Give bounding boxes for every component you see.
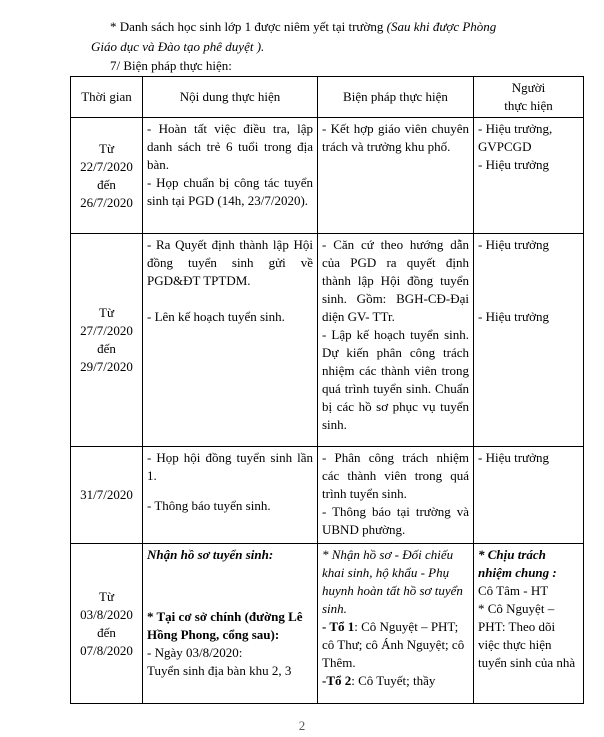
person-item: - Hiệu trưởng: [478, 157, 549, 172]
row3-time: [71, 447, 143, 544]
header-measure: Biện pháp thực hiện: [318, 77, 474, 118]
measure-item: - Thông báo tại trường và UBND phường.: [322, 504, 469, 537]
row3-measure: [318, 447, 474, 544]
content-item: - Họp hội đồng tuyển sinh lần 1.: [147, 450, 313, 483]
team-1-text: : Cô Nguyệt – PHT; cô Thư; cô Ánh Nguyệt; cô Thêm.: [322, 619, 465, 670]
time-line: đến: [97, 624, 116, 640]
table-row: [71, 234, 584, 447]
row4-measure: [318, 544, 474, 704]
row1-person: [474, 118, 584, 234]
schedule-table: [70, 76, 584, 704]
header-time: Thời gian: [71, 77, 143, 118]
measure-team-1: [322, 618, 469, 672]
content-area: Tuyển sinh địa bàn khu 2, 3: [147, 663, 292, 678]
row2-content: [143, 234, 318, 447]
row4-content: [143, 544, 318, 704]
row2-person: [474, 234, 584, 447]
content-item: - Ra Quyết định thành lập Hội đồng tuyển sinh gửi về PGD&ĐT TPTDM.: [147, 237, 313, 288]
spacer: [147, 564, 313, 608]
time-line: đến: [97, 341, 116, 356]
table-row: [71, 118, 584, 234]
time-line: đến: [97, 176, 116, 192]
content-day: - Ngày 03/8/2020:: [147, 645, 243, 660]
time-line: Từ: [99, 140, 114, 156]
row3-content: [143, 447, 318, 544]
table-row: [71, 544, 584, 704]
spacer: [147, 290, 313, 308]
time-line: 03/8/2020: [80, 606, 133, 622]
row1-measure: [318, 118, 474, 234]
team-2-text: : Cô Tuyết; thầy: [351, 673, 436, 688]
spacer: [147, 485, 313, 497]
time-line: 27/7/2020: [80, 323, 133, 338]
row4-time: [71, 544, 143, 704]
measure-intro: * Nhận hồ sơ - Đối chiếu khai sinh, hộ khẩu - Phụ huynh hoàn tất hồ sơ tuyển sinh.: [322, 547, 463, 616]
measure-team-2: [322, 672, 469, 690]
person-item: - Hiệu trưởng, GVPCGD: [478, 121, 553, 154]
team-2-label: -Tổ 2: [322, 673, 352, 688]
intro-line-2-italic: Giáo dục và Đào tạo phê duyệt ).: [91, 39, 265, 54]
time-line: Từ: [99, 588, 114, 604]
table-header-row: [71, 77, 584, 118]
content-heading: Nhận hồ sơ tuyển sinh:: [147, 547, 274, 562]
person-item: - Hiệu trưởng: [478, 309, 549, 324]
content-item: - Thông báo tuyển sinh.: [147, 498, 271, 513]
row2-measure: [318, 234, 474, 447]
person-vice-principal: * Cô Nguyệt – PHT: Theo dõi việc thực hiện tuyển sinh của nhà: [478, 601, 576, 670]
measure-item: - Phân công trách nhiệm các thành viên trong quá trình tuyển sinh.: [322, 450, 469, 501]
intro-line-1-normal: * Danh sách học sinh lớp 1 được niêm yết tại trường: [110, 19, 387, 34]
intro-line-1: [110, 18, 496, 36]
content-item: - Họp chuẩn bị công tác tuyển sinh tại PGD (14h, 23/7/2020).: [147, 175, 313, 208]
page-number: 2: [298, 718, 306, 733]
content-item: - Hoàn tất việc điều tra, lập danh sách trẻ 6 tuổi trong địa bàn.: [147, 121, 313, 172]
row1-time: [71, 118, 143, 234]
content-site: * Tại cơ sở chính (đường Lê Hồng Phong, cổng sau):: [147, 609, 303, 642]
time-line: 26/7/2020: [80, 194, 133, 210]
header-person-line-1: Người: [511, 80, 546, 95]
header-content: Nội dung thực hiện: [143, 77, 318, 118]
spacer: [478, 254, 579, 308]
table-row: [71, 447, 584, 544]
row1-content: [143, 118, 318, 234]
team-1-label: - Tổ 1: [322, 619, 355, 634]
measure-item: - Lập kế hoạch tuyển sinh. Dự kiến phân công trách nhiệm các thành viên trong quá trình tuyển sinh. Chuẩn bị các hồ sơ phục vụ tuyển sinh.: [322, 327, 469, 432]
intro-line-1-italic: (Sau khi được Phòng: [386, 19, 497, 34]
time-line: 22/7/2020: [80, 158, 133, 174]
measure-item: - Căn cứ theo hướng dẫn của PGD ra quyết định thành lập Hội đồng tuyển sinh. Gồm: BGH-CĐ-Đại diện GV- TTr.: [322, 237, 469, 324]
header-person: [474, 77, 584, 118]
person-responsible-heading: * Chịu trách nhiệm chung :: [478, 547, 557, 580]
person-item: - Hiệu trưởng: [478, 450, 549, 465]
person-item: - Hiệu trưởng: [478, 237, 549, 252]
time-line: 29/7/2020: [80, 359, 133, 374]
time-line: 07/8/2020: [80, 642, 133, 658]
content-item: - Lên kế hoạch tuyển sinh.: [147, 309, 285, 324]
section-heading: 7/ Biện pháp thực hiện:: [110, 58, 232, 73]
measure-item: - Kết hợp giáo viên chuyên trách và trưởng khu phố.: [322, 121, 469, 154]
header-person-line-2: thực hiện: [504, 98, 553, 113]
time-line: Từ: [99, 305, 114, 320]
row3-person: [474, 447, 584, 544]
intro-line-2: [91, 38, 264, 56]
row2-time: [71, 234, 143, 447]
row4-person: [474, 544, 584, 704]
person-principal: Cô Tâm - HT: [478, 583, 549, 598]
time-line: 31/7/2020: [80, 487, 133, 502]
